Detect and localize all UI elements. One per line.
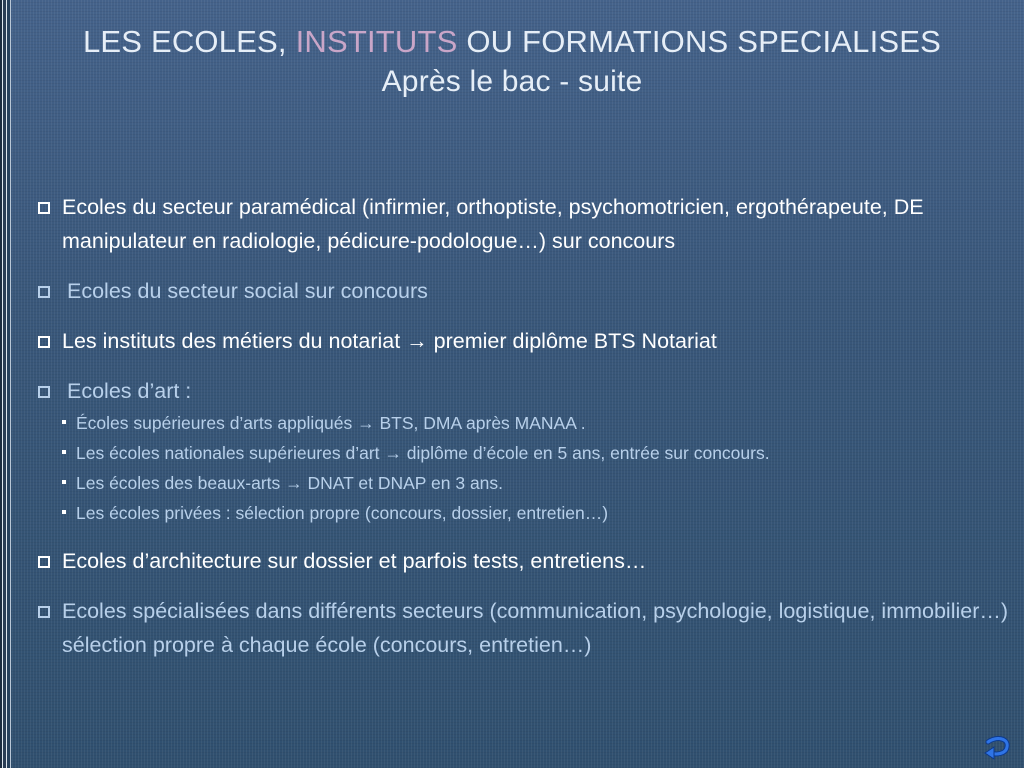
sub-item: Les écoles privées : sélection propre (concours, dossier, entretien…) [62,498,1011,528]
square-bullet-icon [38,386,50,398]
list-item-paramedical [36,190,1011,258]
list-item-architecture [36,544,1011,578]
art-sublist [62,408,1011,528]
left-edge-stripes [0,0,14,768]
item-text: Les instituts des métiers du notariat → premier diplôme BTS Notariat [62,329,717,353]
sub-item: Écoles supérieures d’arts appliqués → BTS, DMA après MANAA . [62,408,1011,438]
item-text: Ecoles spécialisées dans différents secteurs (communication, psychologie, logistique, immobilier…) sélection propre à chaque école (concours, entretien…) [62,599,1009,657]
list-item-social [36,274,1011,308]
title-accent: INSTITUTS [295,24,458,59]
list-item-art [36,374,1011,528]
sub-item: Les écoles des beaux-arts → DNAT et DNAP en 3 ans. [62,468,1011,498]
title-part-2: OU FORMATIONS SPECIALISES [457,24,942,59]
item-text: Ecoles du secteur social sur concours [67,279,428,303]
return-arrow-icon[interactable] [982,732,1012,764]
bullet-list [36,190,1011,678]
return-arrow-svg [982,733,1012,763]
list-item-notariat [36,324,1011,358]
title-part-1: LES ECOLES, [82,24,296,59]
slide-subtitle: Après le bac - suite [381,65,643,98]
list-item-specialisees [36,594,1011,662]
square-bullet-icon [38,606,50,618]
square-bullet-icon [38,556,50,568]
slide-title [0,22,1024,102]
square-bullet-icon [38,202,50,214]
item-text: Ecoles d’architecture sur dossier et parfois tests, entretiens… [62,549,647,573]
item-text: Ecoles du secteur paramédical (infirmier, orthoptiste, psychomotricien, ergothérapeute, DE manipulateur en radiologie, pédicure-podologue…) sur concours [62,195,924,253]
square-bullet-icon [38,336,50,348]
square-bullet-icon [38,286,50,298]
item-text: Ecoles d’art : [67,379,192,403]
sub-item: Les écoles nationales supérieures d’art → diplôme d’école en 5 ans, entrée sur concours. [62,438,1011,468]
